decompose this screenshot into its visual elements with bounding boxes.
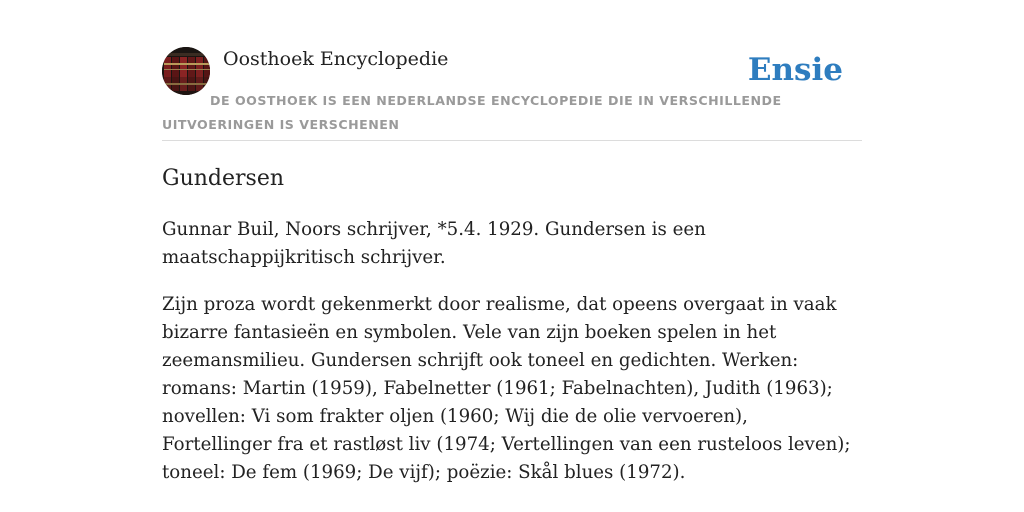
publication-tagline: DE OOSTHOEK IS EEN NEDERLANDSE ENCYCLOPEDIE DIE IN VERSCHILLENDE UITVOERINGEN IS VERSCHENEN (162, 93, 782, 132)
article (162, 161, 862, 487)
article-headword: Gundersen (162, 166, 285, 191)
article-paragraph: Zijn proza wordt gekenmerkt door realisme, dat opeens overgaat in vaak bizarre fantasieën en symbolen. Vele van zijn boeken spelen in het zeemansmilieu. Gundersen schrijft ook toneel en gedichten. Werken: romans: Martin (1959), Fabelnetter (1961; Fabelnachten), Judith (1963); novellen: Vi som frakter oljen (1960; Wij die de olie vervoeren), Fortellinger fra et rastløst liv (1974; Vertellingen van een rusteloos leven); toneel: De fem (1969; De vijf); poëzie: Skål blues (1972). (162, 294, 851, 483)
article-paragraph: Gunnar Buil, Noors schrijver, *5.4. 1929. Gundersen is een maatschappijkritisch schrijver. (162, 219, 706, 268)
brand-logo[interactable]: Ensie (747, 52, 843, 88)
site-header (162, 44, 862, 141)
publication-title[interactable]: Oosthoek Encyclopedie (223, 48, 449, 70)
encyclopedia-books-image (162, 47, 210, 95)
encyclopedia-books-icon[interactable] (162, 47, 210, 95)
